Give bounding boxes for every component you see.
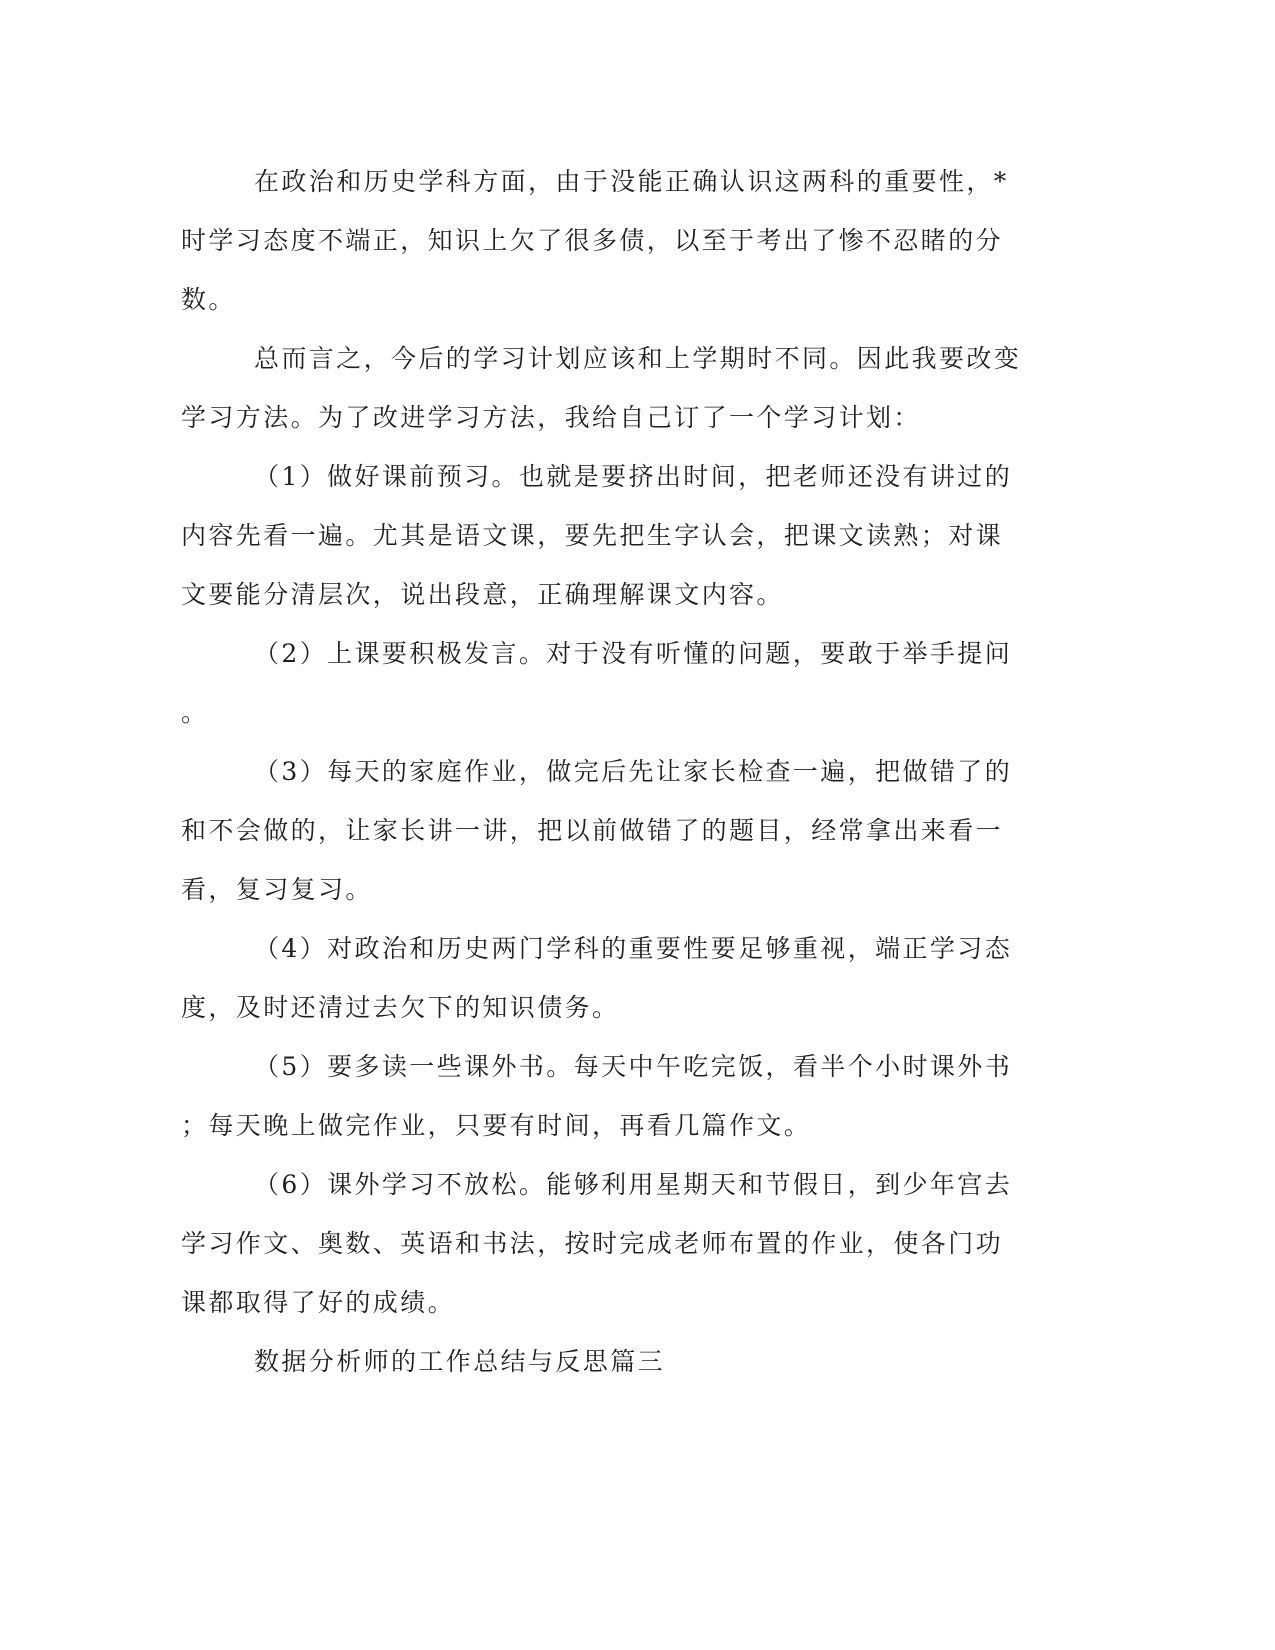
line: （1）做好课前预习。也就是要挤出时间，把老师还没有讲过的 bbox=[254, 462, 1013, 491]
paragraph-8 bbox=[181, 1155, 1021, 1332]
line: （3）每天的家庭作业，做完后先让家长检查一遍，把做错了的 bbox=[254, 757, 1013, 786]
line: 。 bbox=[181, 698, 209, 727]
section-heading bbox=[181, 1332, 1021, 1391]
line: 数。 bbox=[181, 285, 236, 314]
paragraph-2 bbox=[181, 329, 1021, 447]
line: 学习方法。为了改进学习方法，我给自己订了一个学习计划： bbox=[181, 403, 921, 432]
line: （2）上课要积极发言。对于没有听懂的问题，要敢于举手提问 bbox=[254, 639, 1013, 668]
paragraph-3 bbox=[181, 447, 1021, 624]
line: （6）课外学习不放松。能够利用星期天和节假日，到少年宫去 bbox=[254, 1170, 1013, 1199]
paragraph-7 bbox=[181, 1037, 1021, 1155]
line: 文要能分清层次，说出段意，正确理解课文内容。 bbox=[181, 580, 784, 609]
line: 和不会做的，让家长讲一讲，把以前做错了的题目，经常拿出来看一 bbox=[181, 816, 1004, 845]
paragraph-1 bbox=[181, 152, 1021, 329]
line: 内容先看一遍。尤其是语文课，要先把生字认会，把课文读熟；对课 bbox=[181, 521, 1004, 550]
document-body bbox=[181, 152, 1021, 1391]
line: 学习作文、奥数、英语和书法，按时完成老师布置的作业，使各门功 bbox=[181, 1229, 1004, 1258]
line: 度，及时还清过去欠下的知识债务。 bbox=[181, 993, 620, 1022]
line: 总而言之，今后的学习计划应该和上学期时不同。因此我要改变 bbox=[254, 344, 1022, 373]
line: 看，复习复习。 bbox=[181, 875, 373, 904]
line: 课都取得了好的成绩。 bbox=[181, 1288, 456, 1317]
line: 在政治和历史学科方面，由于没能正确认识这两科的重要性，* bbox=[254, 167, 1009, 196]
line: 数据分析师的工作总结与反思篇三 bbox=[254, 1347, 666, 1376]
paragraph-5 bbox=[181, 742, 1021, 919]
line: ；每天晚上做完作业，只要有时间，再看几篇作文。 bbox=[181, 1111, 812, 1140]
paragraph-4 bbox=[181, 624, 1021, 742]
line: （5）要多读一些课外书。每天中午吃完饭，看半个小时课外书 bbox=[254, 1052, 1013, 1081]
paragraph-6 bbox=[181, 919, 1021, 1037]
line: （4）对政治和历史两门学科的重要性要足够重视，端正学习态 bbox=[254, 934, 1013, 963]
line: 时学习态度不端正，知识上欠了很多债，以至于考出了惨不忍睹的分 bbox=[181, 226, 1004, 255]
